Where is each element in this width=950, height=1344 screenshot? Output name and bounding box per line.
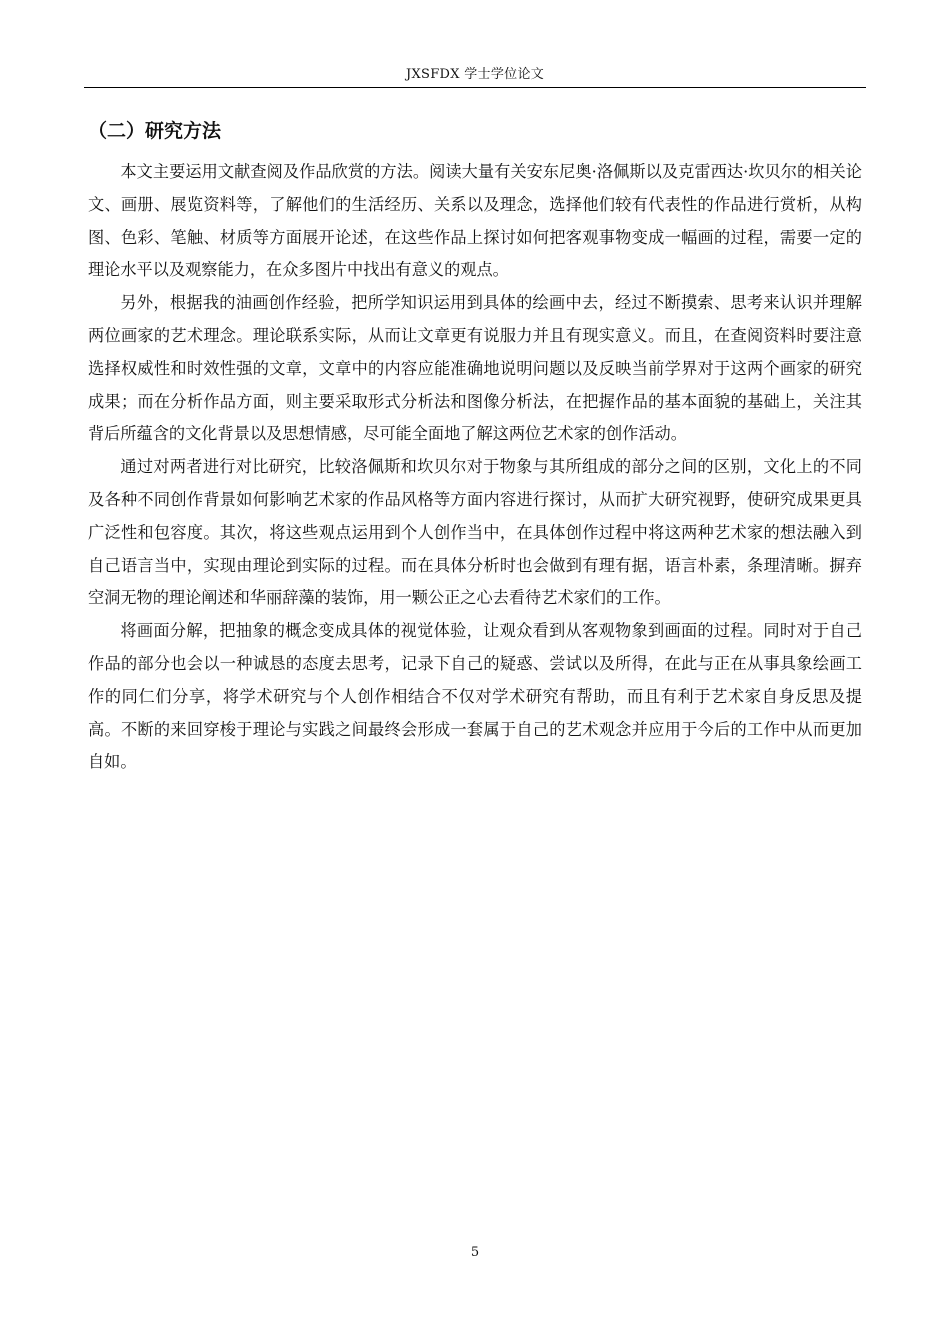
- paragraph-3: 通过对两者进行对比研究，比较洛佩斯和坎贝尔对于物象与其所组成的部分之间的区别，文化上的不同及各种不同创作背景如何影响艺术家的作品风格等方面内容进行探讨，从而扩大研究视野，使研究成果更具广泛性和包容度。其次，将这些观点运用到个人创作当中，在具体创作过程中将这两种艺术家的想法融入到自己语言当中，实现由理论到实际的过程。而在具体分析时也会做到有理有据，语言朴素，条理清晰。摒弃空洞无物的理论阐述和华丽辞藻的装饰，用一颗公正之心去看待艺术家们的工作。: [88, 457, 862, 608]
- paragraph-4: 将画面分解，把抽象的概念变成具体的视觉体验，让观众看到从客观物象到画面的过程。同时对于自己作品的部分也会以一种诚恳的态度去思考，记录下自己的疑惑、尝试以及所得，在此与正在从事具象绘画工作的同仁们分享，将学术研究与个人创作相结合不仅对学术研究有帮助，而且有利于艺术家自身反思及提高。不断的来回穿梭于理论与实践之间最终会形成一套属于自己的艺术观念并应用于今后的工作中从而更加自如。: [88, 621, 862, 772]
- paragraph-2: 另外，根据我的油画创作经验，把所学知识运用到具体的绘画中去，经过不断摸索、思考来认识并理解两位画家的艺术理念。理论联系实际，从而让文章更有说服力并且有现实意义。而且，在查阅资料时要注意选择权威性和时效性强的文章，文章中的内容应能准确地说明问题以及反映当前学界对于这两个画家的研究成果；而在分析作品方面，则主要采取形式分析法和图像分析法，在把握作品的基本面貌的基础上，关注其背后所蕴含的文化背景以及思想情感，尽可能全面地了解这两位艺术家的创作活动。: [88, 293, 862, 444]
- page-number: 5: [470, 1245, 480, 1260]
- paragraph-1: 本文主要运用文献查阅及作品欣赏的方法。阅读大量有关安东尼奥·洛佩斯以及克雷西达·坎贝尔的相关论文、画册、展览资料等，了解他们的生活经历、关系以及理念，选择他们较有代表性的作品进行赏析，从构图、色彩、笔触、材质等方面展开论述，在这些作品上探讨如何把客观事物变成一幅画的过程，需要一定的理论水平以及观察能力，在众多图片中找出有意义的观点。: [88, 162, 862, 280]
- page-header: JXSFDX 学士学位论文: [405, 67, 545, 82]
- body-text: [88, 156, 862, 779]
- header-rule: [84, 87, 866, 88]
- section-title: （二）研究方法: [88, 120, 222, 142]
